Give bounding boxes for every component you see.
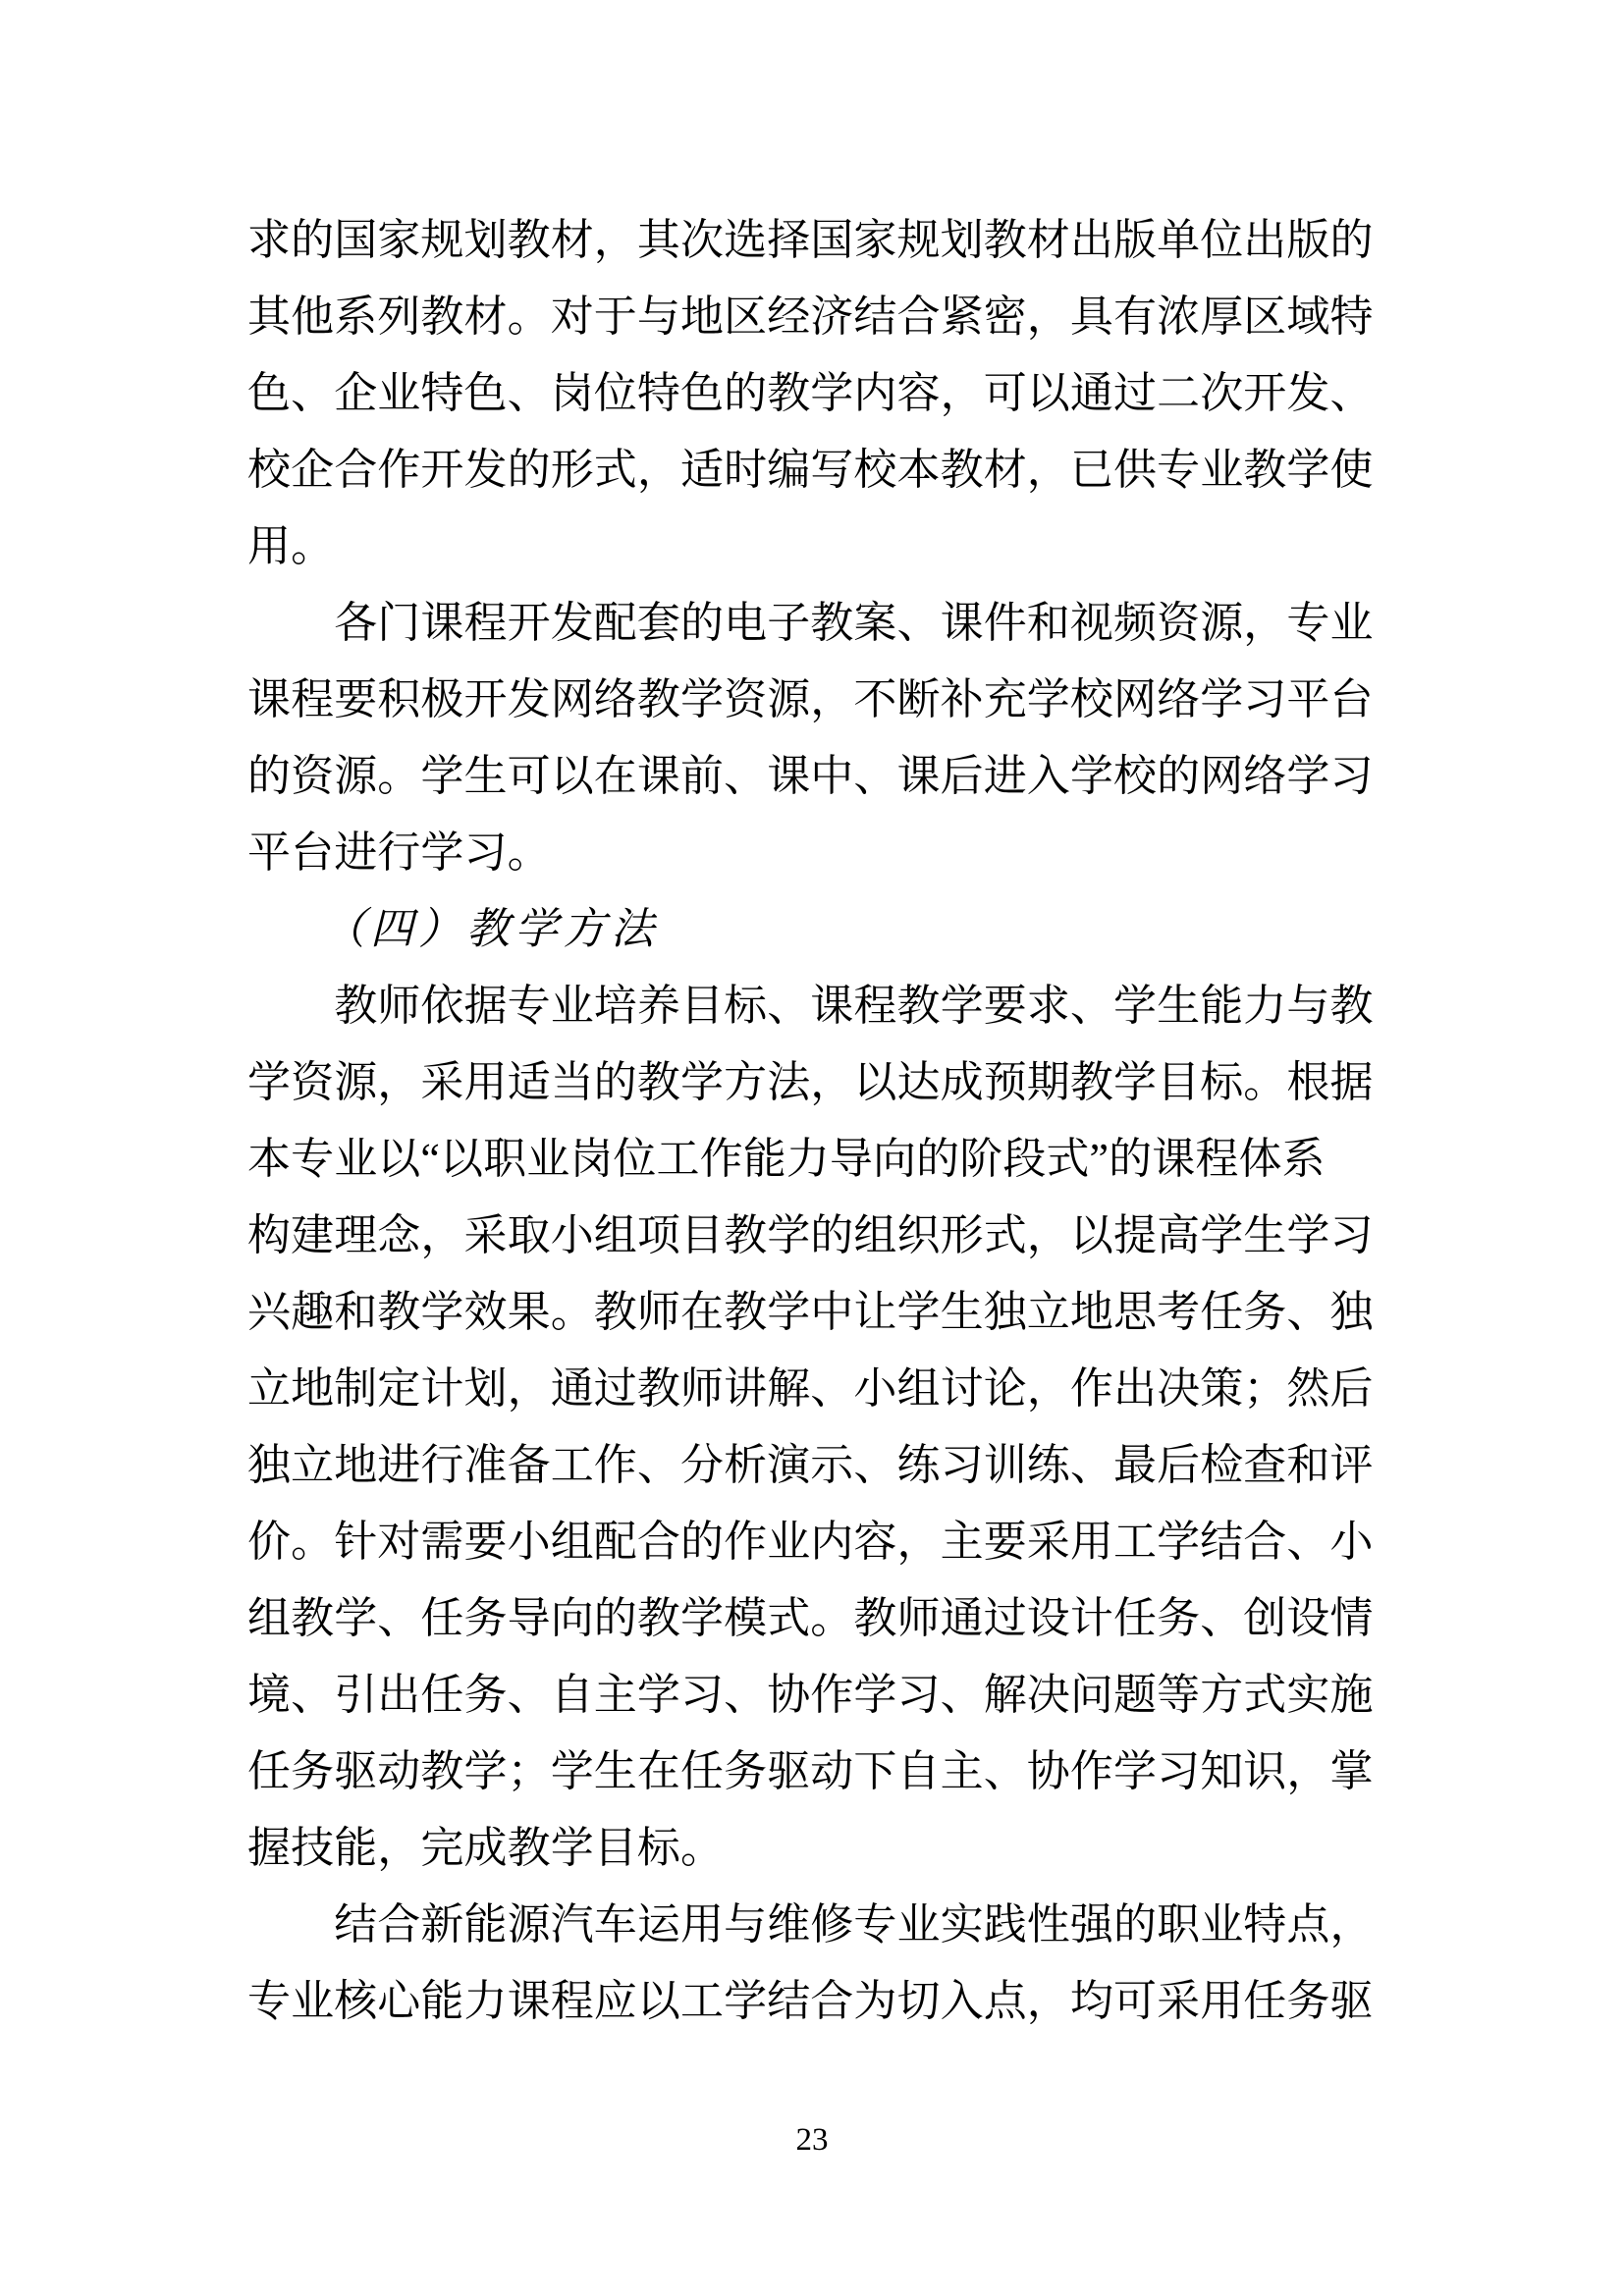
text-line: 构建理念，采取小组项目教学的组织形式，以提高学生学习 — [247, 1211, 1374, 1259]
text-line: 各门课程开发配套的电子教案、课件和视频资源，专业 — [247, 599, 1374, 647]
text-line: 的资源。学生可以在课前、课中、课后进入学校的网络学习 — [247, 752, 1374, 800]
text-line: 独立地进行准备工作、分析演示、练习训练、最后检查和评 — [247, 1441, 1374, 1489]
text-line: 组教学、任务导向的教学模式。教师通过设计任务、创设情 — [247, 1594, 1374, 1642]
text-line: 教师依据专业培养目标、课程教学要求、学生能力与教 — [247, 982, 1374, 1030]
text-line: 境、引出任务、自主学习、协作学习、解决问题等方式实施 — [247, 1671, 1374, 1719]
text-line: 课程要积极开发网络教学资源，不断补充学校网络学习平台 — [247, 675, 1374, 723]
text-line: 本专业以“以职业岗位工作能力导向的阶段式”的课程体系 — [247, 1135, 1326, 1183]
text-line: 握技能，完成教学目标。 — [247, 1824, 725, 1872]
text-line: 结合新能源汽车运用与维修专业实践性强的职业特点， — [247, 1900, 1374, 1949]
text-line: 其他系列教材。对于与地区经济结合紧密，具有浓厚区域特 — [247, 293, 1374, 341]
text-line: 用。 — [247, 522, 335, 570]
text-line: 专业核心能力课程应以工学结合为切入点，均可采用任务驱 — [247, 1977, 1374, 2025]
text-line: 任务驱动教学；学生在任务驱动下自主、协作学习知识，掌 — [247, 1747, 1374, 1795]
text-block — [247, 202, 1386, 2040]
text-line: 学资源，采用适当的教学方法，以达成预期教学目标。根据 — [247, 1058, 1374, 1106]
section-heading: （四）教学方法 — [247, 905, 659, 953]
page-number: 23 — [795, 2122, 829, 2158]
text-line: 色、企业特色、岗位特色的教学内容，可以通过二次开发、 — [247, 369, 1374, 417]
text-line: 立地制定计划，通过教师讲解、小组讨论，作出决策；然后 — [247, 1364, 1374, 1413]
text-line: 价。针对需要小组配合的作业内容，主要采用工学结合、小 — [247, 1518, 1374, 1566]
text-line: 校企合作开发的形式，适时编写校本教材，已供专业教学使 — [247, 446, 1374, 494]
text-line: 求的国家规划教材，其次选择国家规划教材出版单位出版的 — [247, 216, 1374, 264]
text-line: 兴趣和教学效果。教师在教学中让学生独立地思考任务、独 — [247, 1288, 1374, 1336]
text-line: 平台进行学习。 — [247, 828, 551, 877]
